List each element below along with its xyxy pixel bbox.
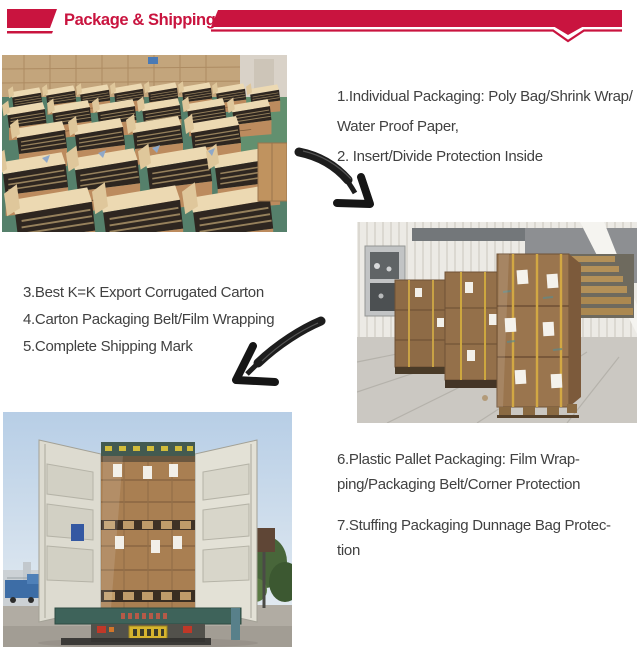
note-line: 4.Carton Packaging Belt/Film Wrapping: [23, 311, 275, 328]
note-paragraph: [337, 513, 611, 563]
brush-arrow-down-left-icon: [222, 316, 327, 394]
pallets-photo-graphic: [357, 222, 637, 423]
note-line: 7.Stuffing Packaging Dunnage Bag Protec-: [337, 517, 611, 534]
container-left-door: [39, 440, 101, 622]
packaging-note-3: [337, 447, 611, 563]
container-right-door: [195, 440, 257, 622]
note-line: 5.Complete Shipping Mark: [23, 338, 193, 355]
note-paragraph: [337, 447, 611, 497]
note-line: tion: [337, 542, 360, 559]
photo-warehouse-cartons: [2, 55, 287, 232]
photo-palletized-cartons: [357, 222, 637, 423]
photo-container-loading: [3, 412, 292, 647]
note-line: 2. Insert/Divide Protection Inside: [337, 148, 543, 165]
backboard: [255, 528, 275, 552]
pallet-stack-front: [497, 254, 581, 418]
warehouse-photo-graphic: [2, 55, 287, 232]
packaging-note-1: [337, 82, 633, 172]
header-left-flag: [7, 9, 57, 28]
pallet-stack-middle: [445, 272, 501, 388]
brush-arrow-down-right-icon: [293, 147, 378, 210]
note-line: Water Proof Paper,: [337, 118, 459, 135]
note-line: 3.Best K=K Export Corrugated Carton: [23, 284, 264, 301]
container-interior-cartons: [101, 456, 195, 608]
section-header: [0, 0, 640, 46]
header-right-bar: [211, 10, 622, 27]
note-line: ping/Packaging Belt/Corner Protection: [337, 476, 581, 493]
section-title: Package & Shipping: [64, 11, 216, 29]
container-photo-graphic: [3, 412, 292, 647]
note-line: 1.Individual Packaging: Poly Bag/Shrink Wrap/: [337, 88, 633, 105]
note-line: 6.Plastic Pallet Packaging: Film Wrap-: [337, 451, 580, 468]
pallet-stack-far: [395, 280, 449, 374]
